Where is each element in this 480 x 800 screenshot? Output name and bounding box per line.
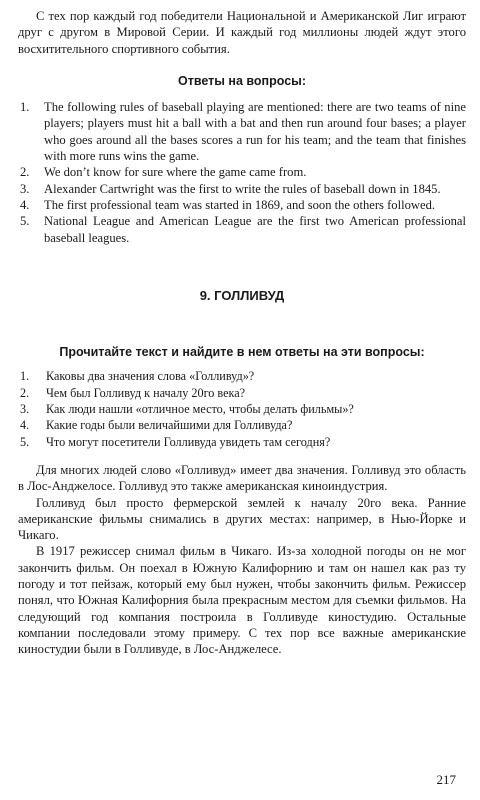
answer-number: 5. bbox=[20, 214, 30, 229]
question-number: 3. bbox=[20, 402, 30, 417]
answer-number: 4. bbox=[20, 197, 30, 212]
chapter-title: 9. ГОЛЛИВУД bbox=[199, 287, 285, 303]
question-number: 2. bbox=[20, 385, 30, 400]
question-item bbox=[18, 417, 466, 433]
question-text: Как люди нашли «отличное место, чтобы делать фильмы»? bbox=[46, 402, 354, 417]
answer-item bbox=[18, 197, 466, 213]
answer-text: National League and American League are the first two American professional baseball leagues. bbox=[44, 214, 466, 245]
answers-list bbox=[18, 99, 466, 246]
question-number: 5. bbox=[20, 434, 30, 449]
intro-paragraph: С тех пор каждый год победители Национальной и Американской Лиг играют друг с другом в Мировой Серии. И каждый год миллионы людей ждут этого восхитительного спортивного события. bbox=[18, 9, 466, 56]
question-item bbox=[18, 434, 466, 450]
question-item bbox=[18, 401, 466, 417]
body-paragraph: Голливуд был просто фермерской землей к началу 20го века. Ранние американские фильмы снимались в других местах: например, в Нью-Йорке и Чикаго. bbox=[18, 495, 466, 543]
question-text: Что могут посетители Голливуда увидеть там сегодня? bbox=[46, 434, 331, 449]
question-text: Какие годы были величайшими для Голливуда? bbox=[46, 418, 293, 433]
hollywood-text bbox=[18, 462, 466, 658]
answer-text: The following rules of baseball playing are mentioned: there are two teams of nine players; players must hit a ball with a bat and then run around four bases; a player who goes around all the bases scores a run for his team; and the team that finishes with more runs wins the game. bbox=[44, 100, 466, 164]
answer-text: We don’t know for sure where the game came from. bbox=[44, 165, 307, 180]
answer-item bbox=[18, 181, 466, 197]
question-number: 4. bbox=[20, 418, 30, 433]
answer-text: Alexander Cartwright was the first to write the rules of baseball down in 1845. bbox=[44, 181, 441, 196]
answer-number: 1. bbox=[20, 100, 30, 115]
book-page bbox=[18, 8, 466, 658]
questions-heading: Прочитайте текст и найдите в нем ответы на эти вопросы: bbox=[59, 345, 425, 360]
answer-text: The first professional team was started in 1869, and soon the others followed. bbox=[44, 197, 436, 212]
question-text: Чем был Голливуд к началу 20го века? bbox=[46, 385, 246, 400]
answer-item bbox=[18, 213, 466, 246]
question-text: Каковы два значения слова «Голливуд»? bbox=[46, 369, 255, 384]
answer-item bbox=[18, 164, 466, 180]
answer-item bbox=[18, 99, 466, 164]
questions-list bbox=[18, 368, 466, 449]
question-number: 1. bbox=[20, 369, 30, 384]
answer-number: 3. bbox=[20, 181, 30, 196]
question-item bbox=[18, 368, 466, 384]
answer-number: 2. bbox=[20, 165, 30, 180]
body-paragraph: Для многих людей слово «Голливуд» имеет два значения. Голливуд это область в Лос-Анджелосе. Голливуд это также американская киноиндустрия. bbox=[18, 462, 466, 494]
answers-heading: Ответы на вопросы: bbox=[178, 73, 306, 88]
body-paragraph: В 1917 режиссер снимал фильм в Чикаго. Из-за холодной погоды он не мог закончить фильм. Он поехал в Южную Калифорнию и там он нашел как раз ту погоду и тот пейзаж, который ему был нужен, чтобы закончить фильм. Режиссер понял, что Южная Калифорния была прекрасным местом для съемки фильмов. На следующий год компания построила в Голливуде киностудию. Остальные компании последовали этому примеру. С тех пор все важные американские киностудии были в Голливуде, в Лос-Анджелесе. bbox=[18, 544, 466, 657]
page-number: 217 bbox=[436, 772, 456, 787]
question-item bbox=[18, 385, 466, 401]
